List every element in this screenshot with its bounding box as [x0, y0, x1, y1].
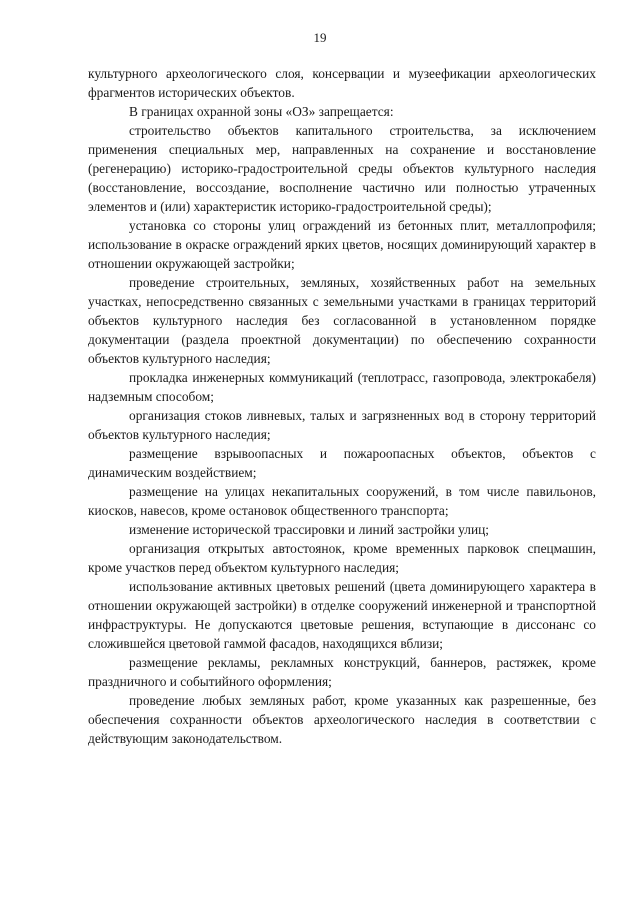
list-item-temporary-structures: размещение на улицах некапитальных сооружений, в том числе павильонов, киосков, навесов, кроме остановок общественного транспорта;: [88, 484, 596, 518]
document-body: [88, 64, 596, 748]
paragraph-continuation: культурного археологического слоя, консервации и музеефикации археологических фрагментов исторических объектов.: [88, 66, 596, 100]
list-item-hazardous: размещение взрывоопасных и пожароопасных объектов, объектов с динамическим воздействием;: [88, 446, 596, 480]
paragraph-intro: В границах охранной зоны «ОЗ» запрещается:: [129, 104, 394, 119]
list-item-earthworks: проведение строительных, земляных, хозяйственных работ на земельных участках, непосредственно связанных с земельными участками в границах территорий объектов культурного наследия без согласованной в установленном порядке документации (раздела проектной документации) по обеспечению сохранности объектов культурного наследия;: [88, 275, 596, 366]
list-item-parking: организация открытых автостоянок, кроме временных парковок спецмашин, кроме участков перед объектом культурного наследия;: [88, 541, 596, 575]
list-item-drainage: организация стоков ливневых, талых и загрязненных вод в сторону территорий объектов культурного наследия;: [88, 408, 596, 442]
list-item-street-lines: изменение исторической трассировки и линий застройки улиц;: [129, 522, 490, 537]
list-item-advertising: размещение рекламы, рекламных конструкций, баннеров, растяжек, кроме праздничного и событийного оформления;: [88, 655, 596, 689]
list-item-archaeology: проведение любых земляных работ, кроме указанных как разрешенные, без обеспечения сохранности объектов археологического наследия в соответствии с действующим законодательством.: [88, 693, 596, 746]
list-item-colors: использование активных цветовых решений (цвета доминирующего характера в отношении окружающей застройки) в отделке сооружений инженерной и транспортной инфраструктуры. Не допускаются цветовые решения, вступающие в диссонанс со сложившейся цветовой гаммой фасадов, находящихся вблизи;: [88, 579, 596, 651]
list-item-utilities: прокладка инженерных коммуникаций (теплотрасс, газопровода, электрокабеля) надземным способом;: [88, 370, 596, 404]
list-item-fences: установка со стороны улиц ограждений из бетонных плит, металлопрофиля; использование в окраске ограждений ярких цветов, носящих доминирующий характер в отношении окружающей застройки;: [88, 218, 596, 271]
list-item-construction: строительство объектов капитального строительства, за исключением применения специальных мер, направленных на сохранение и восстановление (регенерацию) историко-градостроительной среды объектов культурного наследия (восстановление, воссоздание, восполнение частично или полностью утраченных элементов и (или) характеристик историко-градостроительной среды);: [88, 123, 596, 214]
page-number: 19: [313, 30, 327, 45]
